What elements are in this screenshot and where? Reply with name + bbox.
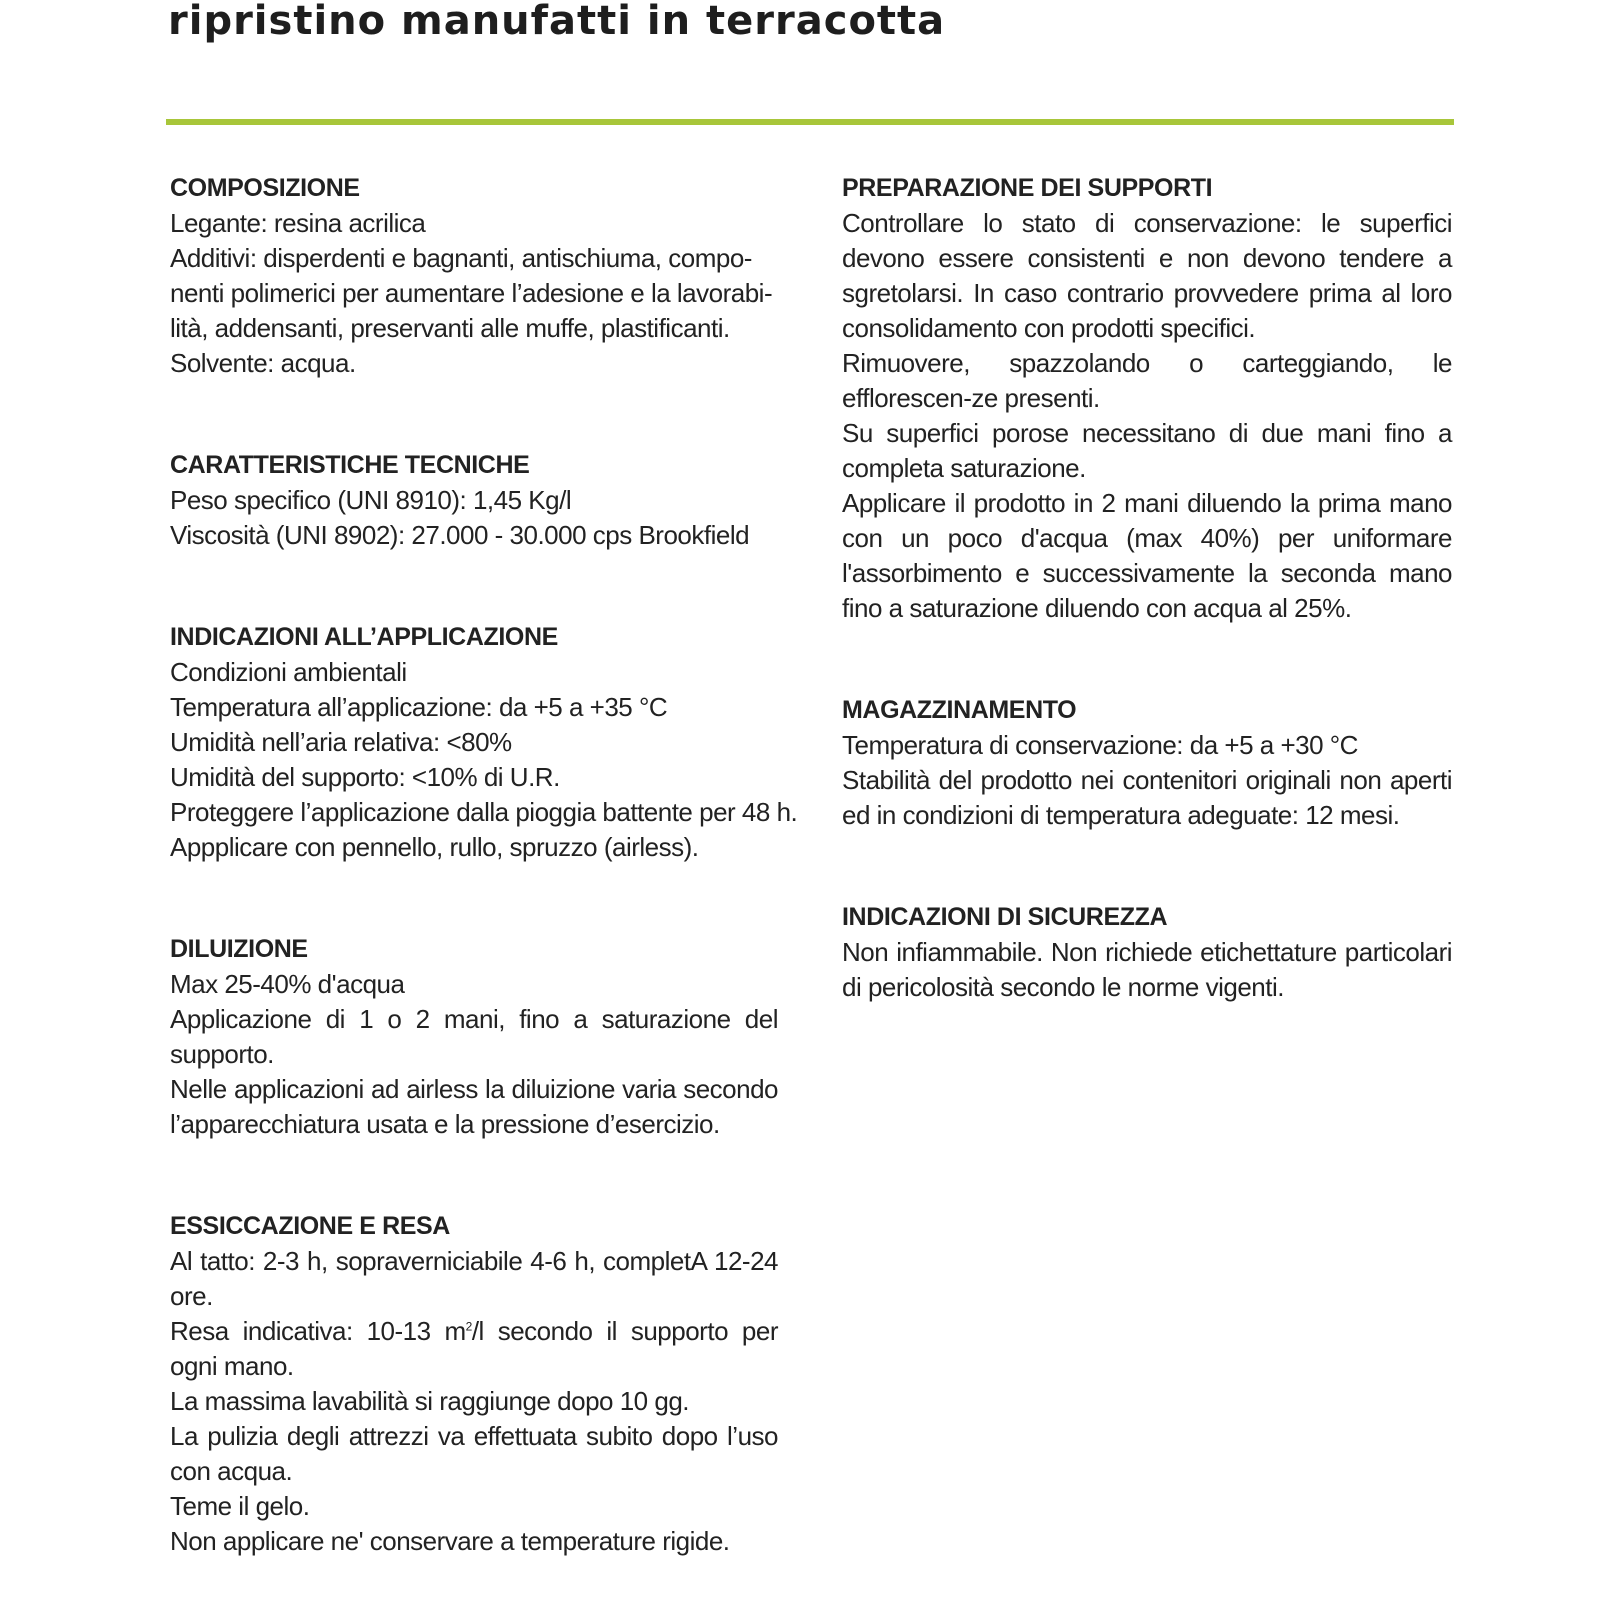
left-column — [170, 170, 798, 1559]
preparazione-superfici-porose: Su superfici porose necessitano di due mani fino a completa saturazione. — [842, 418, 1452, 483]
magazzinamento-stabilita: Stabilità del prodotto nei contenitori originali non aperti ed in condizioni di temperatura adeguate: 12 mesi. — [842, 765, 1452, 830]
essiccazione-lavabilita: La massima lavabilità si raggiunge dopo 10 gg. — [170, 1386, 690, 1416]
applicazione-condizioni: Condizioni ambientali — [170, 657, 407, 687]
applicazione-proteggere: Proteggere l’applicazione dalla pioggia battente per 48 h. — [170, 797, 798, 827]
section-heading: INDICAZIONI ALL’APPLICAZIONE — [170, 623, 558, 651]
preparazione-controllare: Controllare lo stato di conservazione: le superfici devono essere consistenti e non devono tendere a sgretolarsi. In caso contrario provvedere prima al loro consolidamento con prodotti specifici. — [842, 208, 1452, 343]
magazzinamento-temperatura: Temperatura di conservazione: da +5 a +30 °C — [842, 730, 1358, 760]
right-column — [842, 170, 1452, 1005]
essiccazione-resa — [170, 1314, 778, 1384]
section-heading: CARATTERISTICHE TECNICHE — [170, 451, 530, 479]
section-heading: INDICAZIONI DI SICUREZZA — [842, 903, 1168, 931]
preparazione-applicare: Applicare il prodotto in 2 mani diluendo la prima mano con un poco d'acqua (max 40%) per uniformare l'assorbimento e successivamente la seconda mano fino a saturazione diluendo con acqua al 25%. — [842, 488, 1452, 623]
resa-suffix: /l secondo il supporto per ogni mano. — [170, 1316, 778, 1381]
caratteristiche-viscosita: Viscosità (UNI 8902): 27.000 - 30.000 cps Brookfield — [170, 520, 750, 550]
composizione-additivi-line: lità, addensanti, preservanti alle muffe, plastificanti. — [170, 313, 730, 343]
essiccazione-non-applicare: Non applicare ne' conservare a temperature rigide. — [170, 1526, 730, 1556]
composizione-additivi-line: nenti polimerici per aumentare l’adesione e la lavorabi- — [170, 278, 773, 308]
section-indicazioni-sicurezza — [842, 899, 1452, 1005]
section-indicazioni-applicazione — [170, 619, 798, 865]
title-divider — [166, 119, 1454, 125]
essiccazione-gelo: Teme il gelo. — [170, 1491, 310, 1521]
page-title: ripristino manufatti in terracotta — [168, 0, 946, 44]
diluizione-applicazione: Applicazione di 1 o 2 mani, fino a saturazione del supporto. — [170, 1004, 778, 1069]
essiccazione-tatto: Al tatto: 2-3 h, sopraverniciabile 4-6 h, completA 12-24 ore. — [170, 1246, 778, 1311]
diluizione-airless: Nelle applicazioni ad airless la diluizione varia secondo l’apparecchiatura usata e la pressione d’esercizio. — [170, 1074, 778, 1139]
resa-superscript: 2 — [465, 1319, 472, 1334]
applicazione-metodo: Appplicare con pennello, rullo, spruzzo (airless). — [170, 832, 699, 862]
section-heading: PREPARAZIONE DEI SUPPORTI — [842, 174, 1213, 202]
section-essiccazione-resa — [170, 1208, 778, 1559]
applicazione-umidita-supporto: Umidità del supporto: <10% di U.R. — [170, 762, 560, 792]
section-diluizione — [170, 931, 778, 1142]
section-heading: DILUIZIONE — [170, 935, 308, 963]
essiccazione-pulizia: La pulizia degli attrezzi va effettuata subito dopo l’uso con acqua. — [170, 1421, 778, 1486]
caratteristiche-peso-specifico: Peso specifico (UNI 8910): 1,45 Kg/l — [170, 485, 572, 515]
section-heading: COMPOSIZIONE — [170, 174, 360, 202]
composizione-additivi-line: Additivi: disperdenti e bagnanti, antischiuma, compo- — [170, 243, 752, 273]
section-composizione — [170, 170, 778, 381]
section-caratteristiche-tecniche — [170, 447, 778, 553]
section-heading: MAGAZZINAMENTO — [842, 696, 1077, 724]
applicazione-temperatura: Temperatura all’applicazione: da +5 a +35 °C — [170, 692, 668, 722]
composizione-legante: Legante: resina acrilica — [170, 208, 426, 238]
preparazione-rimuovere: Rimuovere, spazzolando o carteggiando, le efflorescen-ze presenti. — [842, 348, 1452, 413]
section-magazzinamento — [842, 692, 1452, 833]
resa-prefix: Resa indicativa: 10-13 m — [170, 1316, 466, 1346]
composizione-solvente: Solvente: acqua. — [170, 348, 356, 378]
section-heading: ESSICCAZIONE E RESA — [170, 1212, 450, 1240]
diluizione-max: Max 25-40% d'acqua — [170, 969, 405, 999]
applicazione-umidita-aria: Umidità nell’aria relativa: <80% — [170, 727, 512, 757]
sicurezza-testo: Non infiammabile. Non richiede etichettature particolari di pericolosità secondo le norme vigenti. — [842, 937, 1452, 1002]
section-preparazione-supporti — [842, 170, 1452, 626]
